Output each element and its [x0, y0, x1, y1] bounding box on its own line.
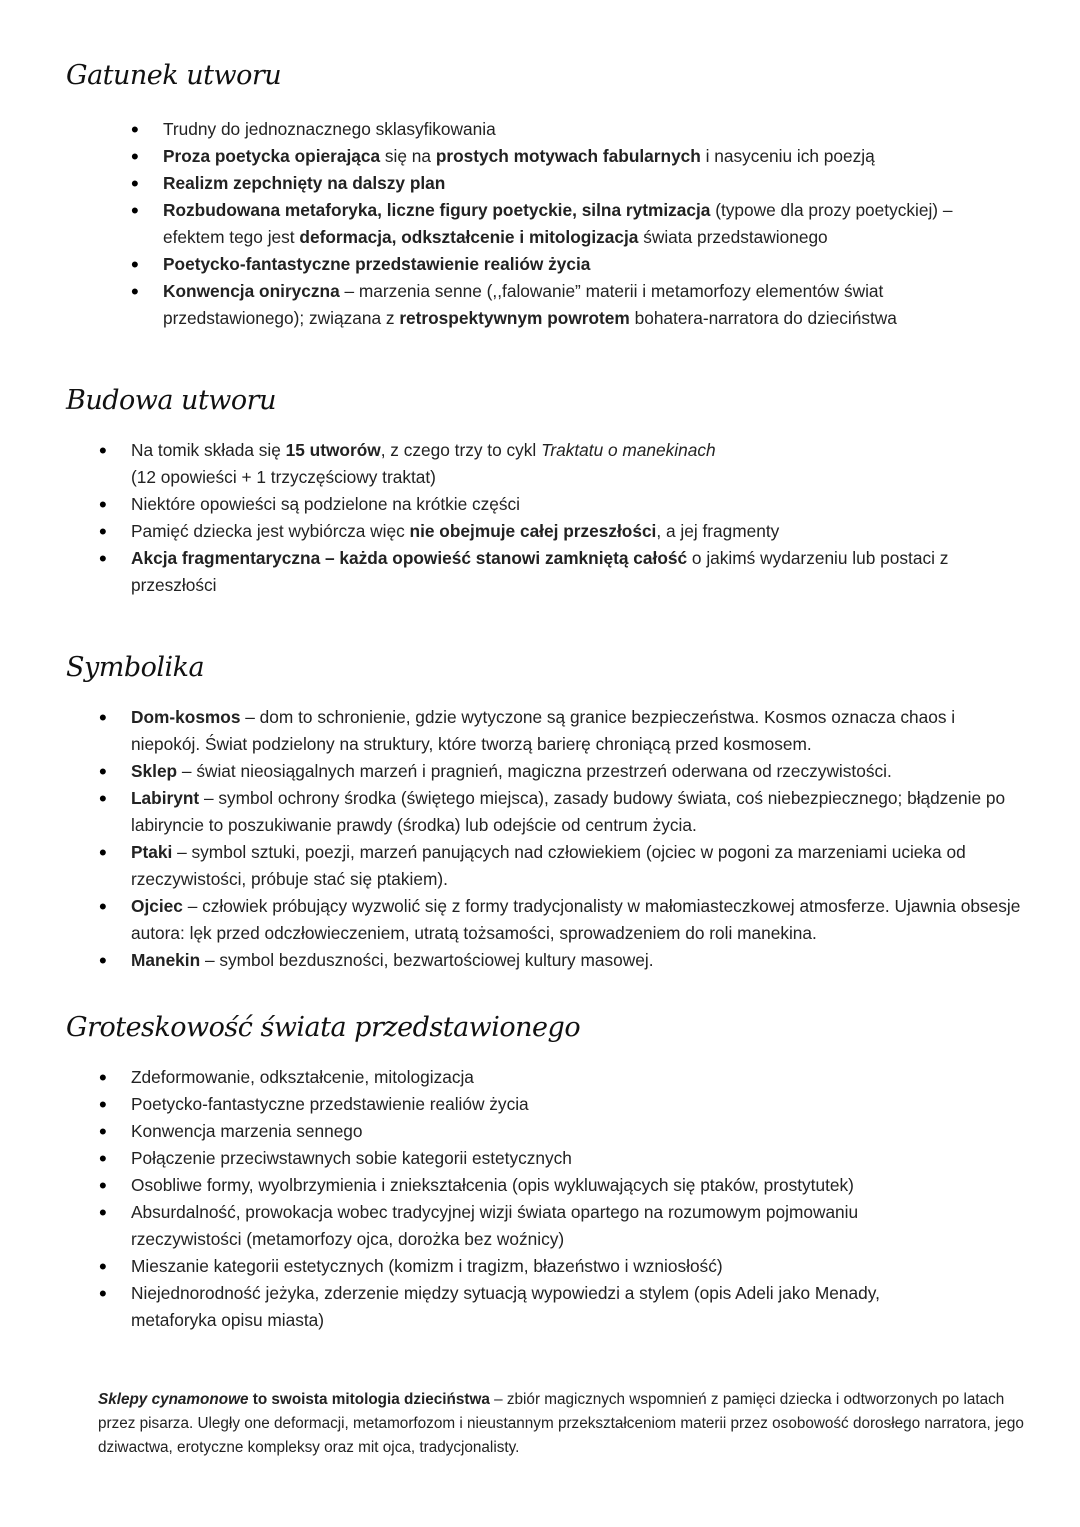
list-budowa: [131, 437, 991, 599]
heading-groteskowosc: Groteskowość świata przedstawionego: [66, 1012, 581, 1043]
list-item: [131, 1199, 951, 1253]
text-run: świata przedstawionego: [638, 227, 828, 247]
list-item: [131, 1064, 951, 1091]
bold-text: Manekin: [131, 950, 201, 970]
text-run: – świat nieosiągalnych marzeń i pragnień, magiczna przestrzeń oderwana od rzeczywistości.: [177, 761, 892, 781]
bold-text: Konwencja oniryczna: [163, 281, 340, 301]
bold-text: Dom-kosmos: [131, 707, 241, 727]
text-run: Poetycko-fantastyczne przedstawienie realiów życia: [131, 1094, 529, 1114]
text-run: Niektóre opowieści są podzielone na krótkie części: [131, 494, 521, 514]
list-item: [163, 197, 993, 251]
bold-text: 15 utworów: [285, 440, 381, 460]
list-item: [131, 785, 1021, 839]
bold-text: Proza poetycka opierająca: [163, 146, 381, 166]
text-run: – symbol bezduszności, bezwartościowej kultury masowej.: [200, 950, 654, 970]
text-run: – człowiek próbujący wyzwolić się z formy tradycjonalisty w małomiasteczkowej atmosferze. Ujawnia obsesje autora: lęk przed odczłowieczeniem, utratą tożsamości, sprowadzeniem do roli manekina.: [131, 896, 1021, 943]
text-run: – zbiór magicznych wspomnień z pamięci dziecka i odtworzonych po latach przez pisarza. Uległy one deformacji, metamorfozom i nieustannym przekształceniom materii przez osobowość dorosłego narratora, jego dziwactwa, erotyczne kompleksy oraz mit ojca, tradycjonalisty.: [98, 1391, 1024, 1456]
bold-text: Ptaki: [131, 842, 173, 862]
bold-text: nie obejmuje całej przeszłości: [409, 521, 657, 541]
closing-paragraph: [98, 1388, 1028, 1460]
text-run: i nasyceniu ich poezją: [700, 146, 875, 166]
list-item: [131, 491, 991, 518]
list-item: [131, 893, 1021, 947]
text-run: o jakimś wydarzeniu lub postaci z przeszłości: [131, 548, 949, 595]
heading-symbolika: Symbolika: [66, 652, 205, 683]
text-run: Połączenie przeciwstawnych sobie kategorii estetycznych: [131, 1148, 572, 1168]
text-run: – symbol sztuki, poezji, marzeń panujących nad człowiekiem (ojciec w pogoni za marzeniami ucieka od rzeczywistości, próbuje stać się ptakiem).: [131, 842, 966, 889]
list-groteskowosc: [131, 1064, 951, 1334]
heading-budowa: Budowa utworu: [66, 385, 276, 416]
text-run: Zdeformowanie, odkształcenie, mitologizacja: [131, 1067, 474, 1087]
bold-text: Poetycko-fantastyczne przedstawienie realiów życia: [163, 254, 591, 274]
bold-text: retrospektywnym powrotem: [399, 308, 630, 328]
list-item: [163, 116, 993, 143]
text-run: Osobliwe formy, wyolbrzymienia i zniekształcenia (opis wykluwających się ptaków, prostytutek): [131, 1175, 854, 1195]
bold-text: deformacja, odkształcenie i mitologizacja: [299, 227, 639, 247]
bold-text: to swoista mitologia dzieciństwa: [248, 1391, 490, 1408]
list-item: [131, 947, 1021, 974]
list-item: [163, 170, 993, 197]
text-run: – marzenia senne (,,falowanie” materii i metamorfozy elementów świat przedstawionego); związana z: [163, 281, 884, 328]
text-run: (typowe dla prozy poetyckiej) – efektem tego jest: [163, 200, 953, 247]
text-run: się na: [380, 146, 436, 166]
text-run: Trudny do jednoznacznego sklasyfikowania: [163, 119, 496, 139]
text-run: , z czego trzy to cykl: [380, 440, 542, 460]
text-run: – dom to schronienie, gdzie wytyczone są granice bezpieczeństwa. Kosmos oznacza chaos i niepokój. Świat podzielony na struktury, które tworzą barierę chroniącą przed kosmosem.: [131, 707, 956, 754]
bold-text: prostych motywach fabularnych: [435, 146, 701, 166]
text-run: bohatera-narratora do dzieciństwa: [629, 308, 897, 328]
list-gatunek: [163, 116, 993, 332]
list-item: [131, 1280, 951, 1334]
list-item: [131, 839, 1021, 893]
italic-text: Traktatu o manekinach: [541, 440, 716, 460]
list-item: [131, 518, 991, 545]
text-run: (12 opowieści + 1 trzyczęściowy traktat): [131, 467, 436, 487]
list-item: [131, 704, 1021, 758]
list-item: [131, 1118, 951, 1145]
text-run: Na tomik składa się: [131, 440, 286, 460]
bold-text: Sklepy cynamonowe: [98, 1391, 249, 1408]
heading-gatunek: Gatunek utworu: [66, 60, 282, 91]
list-item: [131, 1145, 951, 1172]
text-run: – symbol ochrony środka (świętego miejsca), zasady budowy świata, coś niebezpiecznego; błądzenie po labiryncie to poszukiwanie prawdy (środka) lub odejście od centrum życia.: [131, 788, 1006, 835]
list-item: [131, 437, 991, 491]
text-run: Pamięć dziecka jest wybiórcza więc: [131, 521, 410, 541]
text-run: Absurdalność, prowokacja wobec tradycyjnej wizji świata opartego na rozumowym pojmowaniu rzeczywistości (metamorfozy ojca, dorożka bez woźnicy): [131, 1202, 859, 1249]
list-item: [131, 758, 1021, 785]
list-item: [131, 1091, 951, 1118]
bold-text: Rozbudowana metaforyka, liczne figury poetyckie, silna rytmizacja: [163, 200, 711, 220]
list-item: [131, 1172, 951, 1199]
list-item: [131, 1253, 951, 1280]
text-run: Konwencja marzenia sennego: [131, 1121, 363, 1141]
bold-text: Realizm zepchnięty na dalszy plan: [163, 173, 446, 193]
bold-text: Sklep: [131, 761, 178, 781]
text-run: , a jej fragmenty: [656, 521, 780, 541]
list-item: [131, 545, 991, 599]
text-run: Niejednorodność jeżyka, zderzenie między sytuacją wypowiedzi a stylem (opis Adeli jako Menady, metaforyka opisu miasta): [131, 1283, 880, 1330]
list-item: [163, 251, 993, 278]
list-item: [163, 143, 993, 170]
bold-text: Labirynt: [131, 788, 200, 808]
text-run: Mieszanie kategorii estetycznych (komizm i tragizm, błazeństwo i wzniosłość): [131, 1256, 723, 1276]
list-symbolika: [131, 704, 1021, 974]
bold-text: Akcja fragmentaryczna – każda opowieść stanowi zamkniętą całość: [131, 548, 688, 568]
bold-text: Ojciec: [131, 896, 183, 916]
list-item: [163, 278, 993, 332]
